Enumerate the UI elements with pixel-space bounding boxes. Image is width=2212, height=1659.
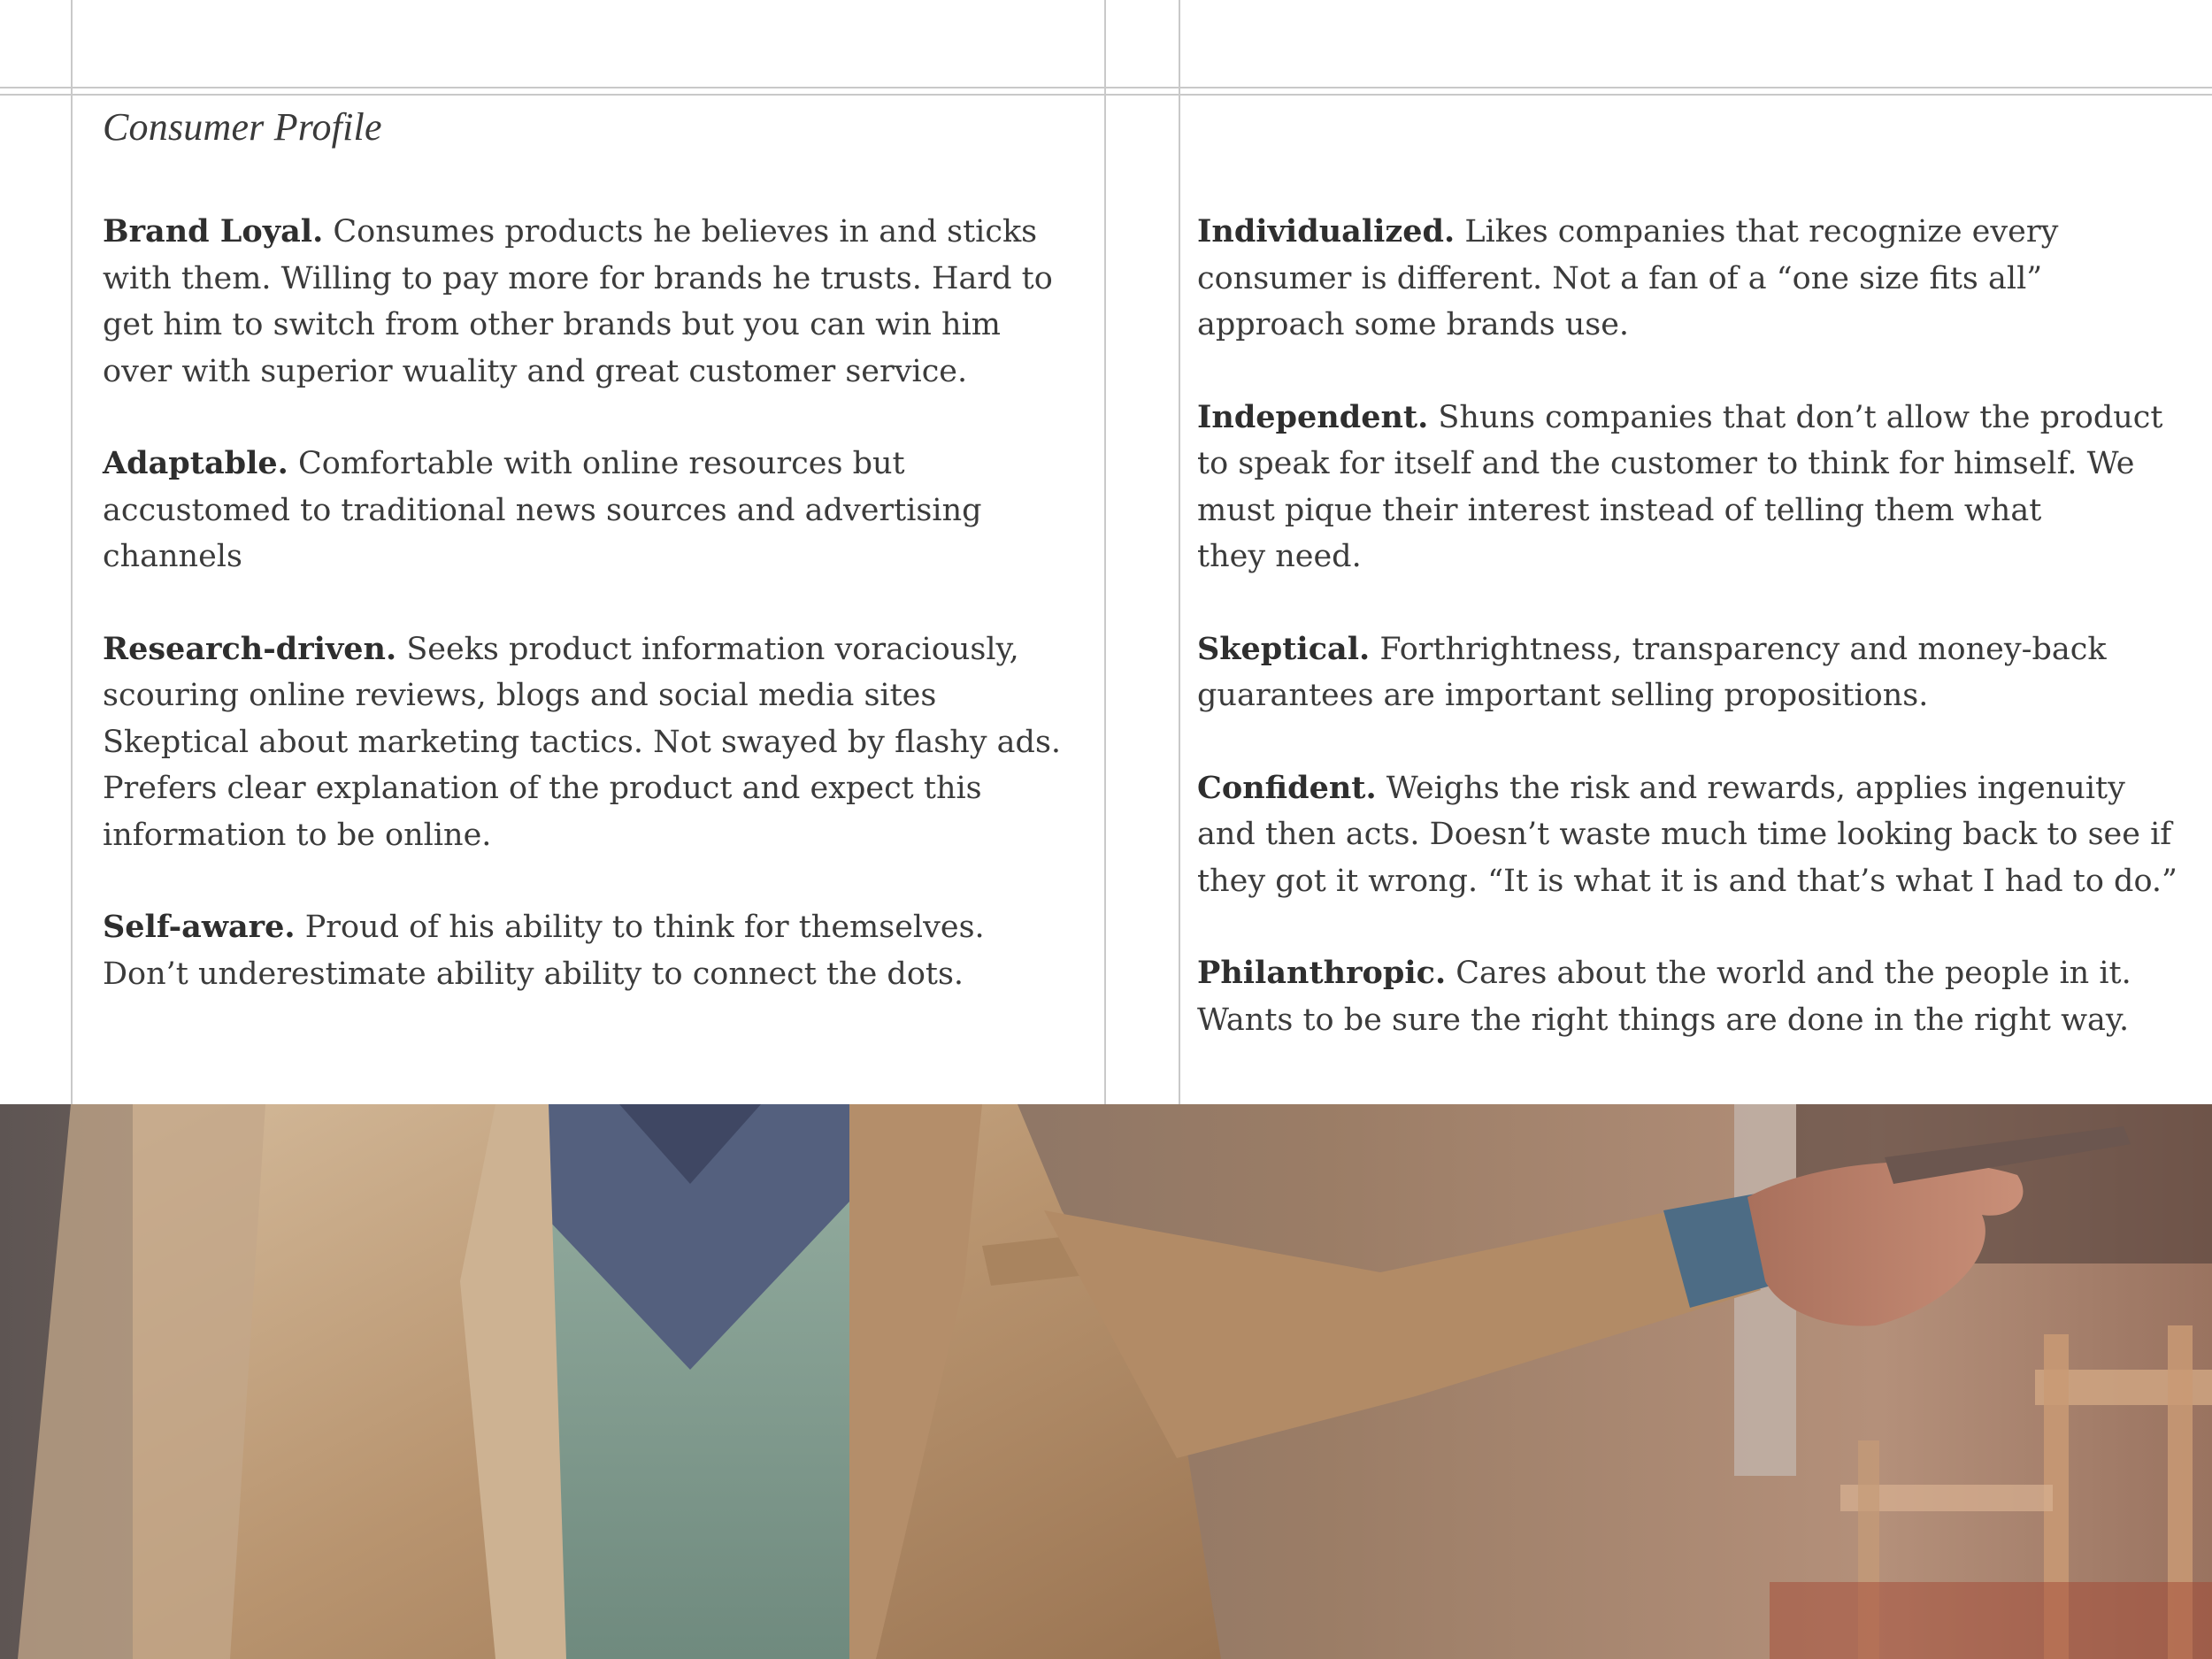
- entry-text: over with superior wuality and great customer service.: [103, 353, 968, 389]
- entry-text: Proud of his ability to think for themselves.: [295, 910, 985, 945]
- entry-text: to speak for itself and the customer to think for himself. We: [1197, 446, 2135, 481]
- entry-text: channels: [103, 539, 242, 574]
- entry-text: Consumes products he believes in and sticks: [323, 214, 1038, 250]
- profile-entry-adaptable: [103, 441, 1049, 580]
- entry-text: they got it wrong. “It is what it is and that’s what I had to do.”: [1197, 863, 2177, 899]
- gutter-guide-right: [1179, 0, 1180, 1104]
- section-title: Consumer Profile: [103, 105, 382, 149]
- consumer-photo-illustration: [0, 1104, 2212, 1659]
- entry-text: Likes companies that recognize every: [1455, 214, 2059, 250]
- entry-text: Don’t underestimate ability ability to connect the dots.: [103, 956, 964, 992]
- entry-text: guarantees are important selling propositions.: [1197, 678, 1929, 713]
- entry-text: get him to switch from other brands but you can win him: [103, 307, 1001, 342]
- entry-text: Weighs the risk and rewards, applies ingenuity: [1376, 770, 2125, 806]
- entry-text: accustomed to traditional news sources and advertising: [103, 492, 982, 528]
- entry-term: Self-aware.: [103, 909, 296, 945]
- entry-term: Individualized.: [1197, 213, 1455, 250]
- entry-text: scouring online reviews, blogs and social media sites: [103, 678, 937, 713]
- entry-term: Research-driven.: [103, 630, 397, 667]
- left-column: [103, 209, 1062, 1043]
- profile-entry-philanthropic: [1197, 950, 2170, 1043]
- left-margin-guide: [71, 0, 73, 1104]
- top-guide-line-2: [0, 94, 2212, 96]
- entry-text: Comfortable with online resources but: [288, 446, 905, 481]
- entry-text: and then acts. Doesn’t waste much time looking back to see if: [1197, 817, 2172, 852]
- entry-text: Forthrightness, transparency and money-back: [1370, 631, 2107, 667]
- entry-text: Seeks product information voraciously,: [396, 631, 1019, 667]
- entry-term: Philanthropic.: [1197, 955, 1447, 991]
- profile-entry-independent: [1197, 395, 2170, 580]
- entry-term: Skeptical.: [1197, 630, 1371, 667]
- profile-entry-brand-loyal: [103, 209, 1053, 395]
- entry-term: Independent.: [1197, 398, 1429, 435]
- entry-text: Skeptical about marketing tactics. Not swayed by flashy ads.: [103, 724, 1062, 760]
- entry-term: Adaptable.: [103, 445, 288, 481]
- right-column: [1197, 209, 2177, 1089]
- entry-term: Confident.: [1197, 769, 1377, 806]
- entry-text: Cares about the world and the people in it.: [1446, 956, 2131, 991]
- entry-text: must pique their interest instead of telling them what: [1197, 492, 2042, 528]
- profile-entry-individualized: [1197, 209, 2170, 349]
- entry-text: approach some brands use.: [1197, 307, 1630, 342]
- entry-text: Prefers clear explanation of the product and expect this: [103, 771, 982, 806]
- entry-term: Brand Loyal.: [103, 213, 324, 250]
- entry-text: with them. Willing to pay more for brands he trusts. Hard to: [103, 260, 1053, 296]
- gutter-guide-left: [1104, 0, 1106, 1104]
- top-guide-line: [0, 87, 2212, 88]
- profile-entry-skeptical: [1197, 626, 2170, 719]
- entry-text: Shuns companies that don’t allow the product: [1428, 399, 2163, 435]
- entry-text: information to be online.: [103, 817, 492, 853]
- consumer-photo: [0, 1104, 2212, 1659]
- profile-entry-self-aware: [103, 904, 1049, 997]
- entry-text: Wants to be sure the right things are done in the right way.: [1197, 1002, 2130, 1038]
- entry-text: consumer is different. Not a fan of a “one size fits all”: [1197, 260, 2043, 296]
- profile-entry-confident: [1197, 765, 2177, 905]
- profile-entry-research-driven: [103, 626, 1062, 859]
- entry-text: they need.: [1197, 539, 1362, 574]
